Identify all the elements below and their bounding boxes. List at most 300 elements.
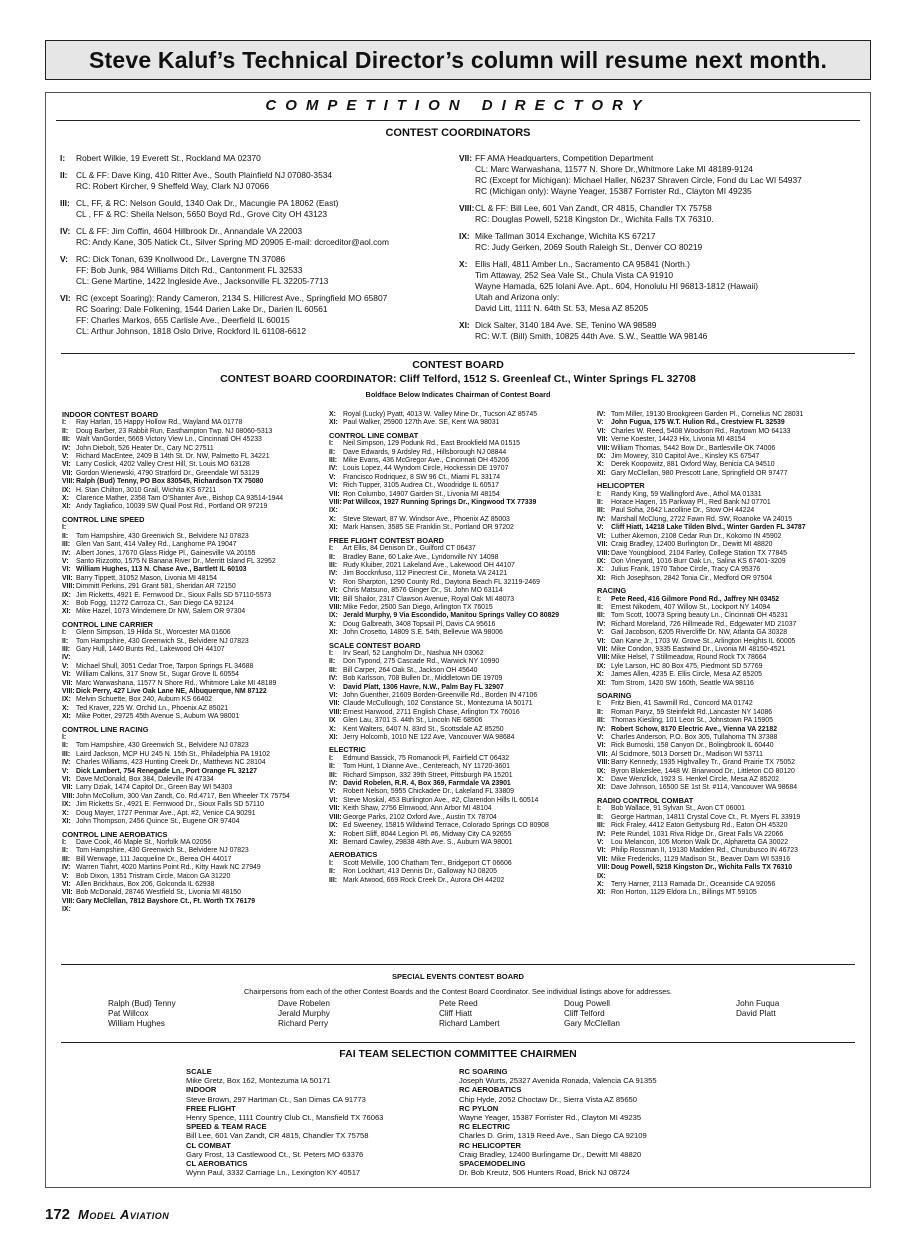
board-member-row (597, 742, 869, 750)
board-section-title: ELECTRIC (329, 745, 366, 755)
special-member-name: William Hughes (108, 1019, 165, 1028)
region-number: XI: (597, 784, 606, 792)
region-number: VIII: (459, 203, 475, 213)
board-member-row (62, 575, 330, 583)
board-member-row (329, 831, 599, 839)
region-number: I: (597, 700, 602, 708)
region-number: II: (597, 708, 604, 716)
member-entry: Mike Hazel, 1073 Windemere Dr NW, Salem OR 97304 (76, 608, 246, 616)
member-entry: Dave Edwards, 9 Ardsley Rd., Hillsborough NJ 08844 (343, 448, 507, 456)
region-number: V: (597, 734, 604, 742)
board-member-row (597, 524, 869, 532)
member-entry: Philip Rossman II, 19130 Madden Rd., Churubusco IN 46723 (611, 847, 798, 855)
fai-category: RC AEROBATICS (459, 1085, 522, 1095)
region-number: IX: (597, 557, 606, 565)
member-entry: Ray Harlan, 15 Happy Hollow Rd., Wayland MA 01778 (76, 419, 243, 427)
fai-chairman: Steve Brown, 297 Hartman Ct., San Dimas CA 91773 (186, 1094, 366, 1104)
coordinator-region (459, 203, 869, 225)
board-member-row (597, 575, 869, 583)
coordinator-line: RC (except Soaring): Randy Cameron, 2134 S. Hillcrest Ave., Springfield MO 65807 (76, 293, 388, 303)
member-entry: Lyle Larson, HC 80 Box 475, Piedmont SD 57769 (611, 662, 763, 670)
member-entry: Cliff Hiatt, 14218 Lake Tilden Blvd., Winter Garden FL 34787 (611, 524, 806, 532)
region-number: II: (62, 847, 69, 855)
board-member-row (597, 428, 869, 436)
board-member-row (597, 541, 869, 549)
member-entry: Charles Williams, 423 Hunting Creek Dr., Matthews NC 28104 (76, 759, 266, 767)
member-entry: Ed Sweeney, 15815 Wildwind Terrace, Colorado Springs CO 80908 (343, 822, 549, 830)
board-section-title: FREE FLIGHT CONTEST BOARD (329, 535, 444, 545)
board-member-row (62, 600, 330, 608)
member-entry: Derek Koopowitz, 881 Oxford Way, Benicia CA 94510 (611, 461, 775, 469)
member-entry: George Parks, 2102 Oxford Ave., Austin TX 78704 (343, 813, 497, 821)
board-member-row (597, 856, 869, 864)
board-member-row (62, 470, 330, 478)
competition-directory (45, 92, 871, 1188)
region-number: IV: (62, 654, 71, 662)
coordinator-line: David Litt, 1111 N. 64th St. 53, Mesa AZ 85205 (475, 303, 649, 313)
special-member-name: Jerald Murphy (278, 1009, 330, 1018)
board-section-title: CONTROL LINE COMBAT (329, 430, 419, 440)
coordinator-line: CL , FF & RC: Sheila Nelson, 5650 Boyd Rd., Grove City OH 43123 (76, 209, 328, 219)
region-number: V: (62, 872, 69, 880)
board-member-row (597, 558, 869, 566)
member-entry: William Calkins, 317 Snow St., Sugar Grove IL 60554 (76, 671, 239, 679)
region-number: VIII: (62, 897, 75, 905)
member-entry: John Guenther, 21609 Borden-Greenville Rd., Borden IN 47106 (343, 692, 538, 699)
region-number: XI: (62, 713, 71, 721)
member-entry: Pat Willcox, 1927 Running Springs Dr., Kingwood TX 77339 (343, 499, 537, 507)
member-entry: Ron Sharpton, 1290 County Rd., Daytona Beach FL 32119-2469 (343, 578, 540, 586)
fai-chairman: Charles D. Grim, 1319 Reed Ave., San Diego CA 92109 (459, 1131, 647, 1141)
board-member-row (62, 550, 330, 558)
member-entry: Steve Stewart, 87 W. Windsor Ave., Phoenix AZ 85003 (343, 515, 510, 523)
fai-category: RC ELECTRIC (459, 1122, 511, 1132)
board-member-row (597, 445, 869, 453)
member-entry: Larry Dziak, 1474 Capitol Dr., Green Bay WI 54303 (76, 784, 233, 792)
region-number: II: (329, 448, 336, 456)
member-entry: Dan Kane Jr., 1703 W. Grove St., Arlington Heights IL 60005 (611, 637, 796, 645)
board-section-title: SOARING (597, 691, 632, 700)
member-entry: Craig Bradley, 12400 Burlington Dr., Dewitt MI 48820 (611, 541, 773, 549)
fai-chairman: Chip Hyde, 2052 Choctaw Dr., Sierra Vista AZ 85650 (459, 1094, 637, 1104)
region-number: VII: (597, 750, 608, 758)
region-number: VII: (62, 784, 73, 792)
board-member-row (597, 709, 869, 717)
member-entry: Richard Moreland, 726 Hillmeade Rd., Edgewater MD 21037 (611, 620, 797, 628)
board-member-row (597, 847, 869, 855)
board-member-row (597, 516, 869, 524)
member-entry: Tom Hampshire, 430 Greenwich St., Belvidere NJ 07823 (76, 742, 249, 750)
region-number: VII: (62, 469, 73, 477)
region-number: VIII: (329, 603, 342, 611)
fai-category: SPEED & TEAM RACE (186, 1122, 267, 1132)
board-member-row (329, 465, 599, 473)
board-member-row (329, 780, 599, 788)
member-entry: Bob Fogg, 11272 Carroza Ct., San Diego CA 92124 (76, 599, 234, 607)
member-entry: Claude McCullough, 102 Constance St., Montezuma IA 50171 (343, 700, 533, 708)
board-member-row (62, 801, 330, 809)
region-number: I: (62, 734, 67, 742)
region-number: I: (329, 545, 334, 553)
fai-chairman: Gary Frost, 13 Castlewood Ct., St. Peters MO 63376 (186, 1149, 364, 1159)
region-number: IV: (597, 725, 606, 733)
fai-category: CL COMBAT (186, 1140, 231, 1150)
member-entry: Robert Schow, 8170 Electric Ave., Vienna VA 22182 (611, 725, 778, 733)
board-member-row (329, 726, 599, 734)
member-entry: William Hughes, 113 N. Chase Ave., Bartlett IL 60103 (76, 566, 247, 574)
member-entry: Marshall McClung, 2722 Fawn Rd. SW, Roanoke VA 24015 (611, 515, 793, 523)
member-entry: Mark Atwood, 669 Rock Creek Dr., Aurora OH 44202 (343, 876, 505, 884)
member-entry: Art Ellis, 84 Denison Dr., Guilford CT 06437 (343, 545, 476, 553)
coordinator-line: CL: Gene Martine, 1422 Ingleside Ave., Jacksonville FL 32205-7713 (76, 276, 329, 286)
member-entry: Neil Simpson, 129 Podunk Rd., East Brookfield MA 01515 (343, 440, 520, 448)
board-section-title: CONTROL LINE RACING (62, 724, 149, 734)
region-number: VIII: (329, 708, 342, 716)
region-number: VIII: (597, 759, 610, 767)
board-member-row (329, 755, 599, 763)
board-member-row (597, 533, 869, 541)
region-number: III: (62, 855, 71, 863)
region-number: VIII: (62, 688, 75, 695)
divider (61, 1042, 855, 1043)
region-number: VI: (62, 880, 71, 888)
coordinator-line: CL & FF: Bill Lee, 601 Van Zandt, CR 4815, Chandler TX 75758 (475, 203, 712, 213)
region-number: IV: (329, 465, 338, 473)
member-entry: David Robelen, R.R. 4, Box 369, Farmdale VA 23901 (343, 780, 511, 788)
board-member-row (62, 768, 330, 776)
special-member-name: Cliff Telford (564, 1009, 605, 1018)
board-member-row (597, 629, 869, 637)
region-number: VIII: (329, 499, 342, 507)
member-entry: Jim Ricketts, 4921 E. Fernwood Dr., Sioux Falls SD 57110-5573 (76, 591, 272, 599)
member-entry: John Fugua, 175 W.T. Hulion Rd., Crestview FL 32539 (611, 419, 785, 427)
coordinator-region (60, 254, 450, 287)
member-entry: Bernard Cawley, 29838 48th Ave. S., Auburn WA 98001 (343, 838, 513, 846)
region-number: III: (597, 612, 606, 620)
board-member-row (62, 453, 330, 461)
board-member-row (329, 650, 599, 658)
board-member-row (597, 663, 869, 671)
board-member-row (62, 839, 330, 847)
region-number: II: (597, 813, 604, 821)
member-entry: Melvin Schuette, Box 240, Auburn KS 66402 (76, 696, 212, 704)
coordinator-line: FF AMA Headquarters, Competition Department (475, 153, 654, 163)
member-entry: Dick Perry, 427 Live Oak Lane NE, Albuquerque, NM 87122 (76, 688, 267, 695)
region-number: I: (329, 859, 334, 867)
member-entry: Ron Lockhart, 413 Dennis Dr., Galloway NJ 08205 (343, 868, 497, 876)
region-number: XI: (597, 574, 606, 582)
board-member-row (62, 873, 330, 881)
member-entry: Rick Burnoski, 158 Canyon Dr., Bolingbrook IL 60440 (611, 742, 774, 750)
board-member-row (62, 487, 330, 495)
region-number: IV: (62, 864, 71, 872)
region-number: II: (62, 532, 69, 540)
board-member-row (329, 587, 599, 595)
region-number: VIII: (597, 654, 610, 662)
region-number: III: (329, 457, 338, 465)
region-entries (475, 259, 758, 314)
divider (61, 353, 855, 354)
member-entry: Glen Van Sant, 414 Valley Rd., Langhorne PA 19047 (76, 541, 237, 549)
board-member-row (329, 877, 599, 885)
member-entry: Tom Hampshire, 430 Greenwich St., Belvidere NJ 07823 (76, 532, 249, 540)
board-section-title: INDOOR CONTEST BOARD (62, 410, 159, 419)
member-entry: Steve Moskal, 453 Burlington Ave., #2, Clarendon Hills IL 60514 (343, 796, 539, 804)
member-entry: Robert Sliff, 8044 Legion Pl. #6, Midway City CA 92655 (343, 830, 512, 838)
member-entry: Bill Werwage, 111 Jacqueline Dr., Berea OH 44017 (76, 855, 232, 863)
region-number: IX (329, 717, 336, 725)
board-member-row (62, 713, 330, 721)
board-member-row (62, 705, 330, 713)
member-entry: Albert Jones, 17670 Glass Ridge Pl., Gainesville VA 20155 (76, 549, 256, 557)
member-entry: Jim Ricketts Sr., 4921 E. Fernwood Dr., Sioux Falls SD 57110 (76, 801, 264, 809)
coordinators-heading: CONTEST COORDINATORS (385, 127, 531, 139)
region-number: V: (62, 662, 69, 670)
board-member-row (62, 524, 330, 532)
board-member-row (329, 419, 599, 427)
coordinator-line: CL: Marc Warwashana, 11577 N. Shore Dr.,Whitmore Lake MI 48189-9124 (475, 164, 753, 174)
contest-board-coordinator: CONTEST BOARD COORDINATOR: Cliff Telford, 1512 S. Greenleaf Ct., Winter Springs FL 32708 (220, 373, 696, 385)
board-member-row (597, 566, 869, 574)
special-names-column (108, 999, 176, 1029)
region-number: XI: (597, 679, 606, 687)
region-number: VIII: (329, 813, 342, 821)
board-member-row (597, 419, 869, 427)
member-entry: Allen Brickhaus, Box 206, Golconda IL 62938 (76, 880, 215, 888)
member-entry: John Thompson, 2456 Quince St., Eugene OR 97404 (76, 818, 240, 826)
region-number: IV: (597, 830, 606, 838)
fai-chairman: Dr. Bob Kreutz, 506 Hunters Road, Brick NJ 08724 (459, 1168, 630, 1178)
member-entry: Laird Jackson, MCP HU 245 N. 15th St., Philadelphia PA 19102 (76, 750, 270, 758)
board-member-row (329, 596, 599, 604)
region-number: VII: (329, 805, 340, 813)
region-number: XI: (329, 838, 338, 846)
region-number: II: (62, 427, 69, 435)
directory-title: COMPETITION DIRECTORY (265, 97, 651, 114)
region-number: IX: (62, 801, 71, 809)
region-entries (475, 320, 707, 342)
region-number: V: (597, 419, 604, 427)
region-number: IX: (62, 591, 71, 599)
region-number: VIII: (62, 792, 75, 800)
region-number: III: (329, 771, 338, 779)
member-entry: Dave Youngblood, 2104 Farley, College Station TX 77845 (611, 549, 787, 557)
board-member-row (597, 784, 869, 792)
board-member-row (597, 751, 869, 759)
board-member-row (329, 805, 599, 813)
member-entry: Bob Wallace, 91 Sylvan St., Avon CT 06001 (611, 805, 745, 813)
fai-category: RC HELICOPTER (459, 1140, 522, 1150)
region-number: VI: (62, 566, 71, 574)
region-number: IX: (597, 662, 606, 670)
board-member-row (597, 814, 869, 822)
board-member-row (597, 654, 869, 662)
region-number: IV: (329, 780, 338, 788)
board-member-row (329, 570, 599, 578)
member-entry: Mike Fedor, 2500 San Diego, Arlington TX 76015 (343, 603, 493, 611)
board-member-row (329, 474, 599, 482)
board-member-row (62, 503, 330, 511)
region-number: VII: (597, 855, 608, 863)
region-number: X: (597, 880, 604, 888)
coordinator-line: Dick Salter, 3140 184 Ave. SE, Tenino WA 98589 (475, 320, 657, 330)
region-number: IV: (62, 759, 71, 767)
coordinator-line: RC: Dick Tonan, 639 Knollwood Dr., Lavergne TN 37086 (76, 254, 286, 264)
member-entry: Ted Kraver, 225 W. Orchid Ln., Phoenix AZ 85021 (76, 704, 229, 712)
board-member-row (597, 776, 869, 784)
coordinators-left-column (60, 153, 450, 343)
board-member-row (597, 759, 869, 767)
member-entry: Doug Powell, 5218 Kingston Dr., Wichita Falls TX 76310 (611, 864, 793, 872)
board-member-row (329, 491, 599, 499)
region-number: VI: (60, 293, 71, 303)
region-number: X: (329, 620, 336, 628)
region-number: II: (329, 553, 336, 561)
board-member-row (329, 822, 599, 830)
region-number: II: (62, 637, 69, 645)
region-number: III: (597, 507, 606, 515)
board-member-row (329, 411, 599, 419)
member-entry: Edmund Bassick, 75 Romanock Pl, Fairfield CT 06432 (343, 754, 510, 762)
region-number: II: (597, 499, 604, 507)
member-entry: Ernest Nikodem, 407 Willow St., Lockport NY 14094 (611, 603, 771, 611)
region-entries (76, 170, 332, 192)
fai-left-column (186, 1067, 456, 1177)
board-member-row (329, 709, 599, 717)
member-entry: Dave McDonald, Box 384, Daleville IN 47334 (76, 776, 214, 784)
special-member-name: Ralph (Bud) Tenny (108, 999, 176, 1008)
region-number: V: (329, 578, 336, 586)
member-entry: Charles Anderson, P.O. Box 305, Tullahoma TN 37388 (611, 734, 778, 742)
board-member-row (329, 772, 599, 780)
region-number: X: (62, 809, 69, 817)
region-number: VII: (597, 541, 608, 549)
board-member-row (329, 516, 599, 524)
member-entry: Gordon Wienewski, 4790 Stratford Dr., Greendale WI 53129 (76, 469, 260, 477)
member-entry: Paul Soha, 2642 Lacolline Dr., Stow OH 44224 (611, 507, 755, 515)
member-entry: Tom Strom, 1420 SW 160th, Seattle WA 98116 (611, 679, 754, 687)
member-entry: Warren Tiahrt, 4020 Martins Point Rd., Kitty Hawk NC 27949 (76, 864, 261, 872)
coordinators-right-column (459, 153, 869, 348)
member-entry: Tom Hampshire, 430 Greenwich St., Belvidere NJ 07823 (76, 637, 249, 645)
region-number: VII: (597, 645, 608, 653)
divider (56, 120, 860, 121)
board-member-row (62, 646, 330, 654)
member-entry: Jim Mowrey, 310 Capitol Ave., Kinsley KS 67547 (611, 453, 760, 461)
region-number: VI: (329, 692, 338, 699)
region-number: III: (597, 717, 606, 725)
region-number: V: (329, 473, 336, 481)
member-entry: Verne Koester, 14423 Hix, Livonia MI 48154 (611, 436, 746, 444)
region-number: IV: (60, 226, 71, 236)
region-number: V: (329, 683, 336, 691)
board-member-row (597, 470, 869, 478)
region-number: V: (597, 838, 604, 846)
coordinator-line: CL: Arthur Johnson, 1818 Oslo Drive, Rockford IL 61108-6612 (76, 326, 306, 336)
coordinator-region (60, 198, 450, 220)
region-number: IX: (62, 696, 71, 704)
region-number: I: (62, 838, 67, 846)
board-member-row (62, 688, 330, 696)
coordinator-line: RC: Andy Kane, 305 Natick Ct., Silver Spring MD 20905 E-mail: dcrceditor@aol.com (76, 237, 389, 247)
board-member-row (62, 541, 330, 549)
region-number: VI: (329, 482, 338, 490)
board-member-row (597, 822, 869, 830)
board-section-title: RACING (597, 586, 627, 596)
region-number: XI: (329, 734, 338, 742)
member-entry: Jerald Murphy, 9 Via Escondido, Manitou Springs Valley CO 80829 (343, 612, 560, 620)
region-number: VII: (329, 490, 340, 498)
board-member-row (329, 839, 599, 847)
board-member-row (597, 638, 869, 646)
board-member-row (62, 818, 330, 826)
member-entry: Bob Dixon, 1351 Tristram Circle, Macon GA 31220 (76, 872, 231, 880)
region-number: IX: (329, 507, 338, 515)
region-number: IX: (597, 767, 606, 775)
region-number: IV: (597, 515, 606, 523)
board-member-row (597, 646, 869, 654)
column-notice-banner: Steve Kaluf’s Technical Director’s column will resume next month. (45, 40, 871, 80)
member-entry: Roman Paryz, 59 Steinfeldt Rd.,Lancaster NY 14086 (611, 708, 773, 716)
board-member-row (62, 445, 330, 453)
coordinator-line: Utah and Arizona only: (475, 292, 560, 302)
region-number: XI: (597, 469, 606, 477)
member-entry: Gary McClellan, 7812 Bayshore Ct., Ft. Worth TX 76179 (76, 897, 256, 905)
member-entry: Tom Miller, 19130 Brookgreen Garden Pl., Cornelius NC 28031 (611, 411, 804, 418)
member-entry: William Thomas, 5442 Bow Dr., Bartlesville OK 74006 (611, 444, 776, 452)
fai-category: INDOOR (186, 1085, 217, 1095)
region-number: I: (329, 649, 334, 657)
region-number: IX: (459, 231, 470, 241)
member-entry: Bob McDonald, 28746 Westfield St., Livonia MI 48150 (76, 889, 241, 897)
board-member-row (62, 428, 330, 436)
member-entry: Kent Walters, 6407 N. 83rd St., Scottsdale AZ 85250 (343, 725, 504, 733)
member-entry: Bill Shailor, 2317 Clawson Avenue, Royal Oak MI 48073 (343, 595, 515, 603)
member-entry: Ernest Harwood, 2711 English Chase, Arlington TX 76016 (343, 708, 520, 716)
region-entries (76, 153, 261, 164)
member-entry: Scott Melville, 100 Chatham Terr., Bridgeport CT 06606 (343, 859, 512, 867)
member-entry: Julius Frank, 1970 Tahoe Circle, Tracy CA 95376 (611, 566, 761, 574)
member-entry: Ralph (Bud) Tenny, PO Box 830545, Richardson TX 75080 (76, 478, 264, 486)
board-member-row (597, 680, 869, 688)
member-entry: Rudy Kluiber, 2021 Lakeland Ave., Lakewood OH 44107 (343, 561, 515, 569)
fai-chairman: Bill Lee, 601 Van Zandt, CR 4815, Chandler TX 75758 (186, 1131, 369, 1141)
region-entries (76, 226, 389, 248)
board-member-row (597, 717, 869, 725)
region-entries (76, 198, 338, 220)
coordinator-region (459, 231, 869, 253)
member-entry: Bill Carper, 264 Oak St., Jackson OH 45640 (343, 666, 478, 674)
board-member-row (329, 604, 599, 612)
board-member-row (597, 491, 869, 499)
fai-category: SCALE (186, 1067, 212, 1076)
member-entry: Mike Condon, 9335 Eastwind Dr., Livonia MI 48150-4521 (611, 645, 786, 653)
board-member-row (329, 788, 599, 796)
region-number: VIII: (62, 583, 75, 591)
coordinator-line: RC (Except for Michigan): Michael Haller, N6237 Shraven Circle, Fond du Lac WI 54937 (475, 175, 802, 185)
boldface-note: Boldface Below Indicates Chairman of Contest Board (365, 390, 551, 399)
region-number: V: (60, 254, 68, 264)
region-number: III: (60, 198, 70, 208)
member-entry: Royal (Lucky) Pyatt, 4013 W. Valley Mine Dr., Tucson AZ 85745 (343, 411, 538, 418)
region-number: VI: (62, 671, 71, 679)
board-member-row (62, 654, 330, 662)
coordinator-line: CL, FF, & RC: Nelson Gould, 1340 Oak Dr., Macungie PA 18062 (East) (76, 198, 339, 208)
board-member-row (329, 545, 599, 553)
region-number: X: (329, 515, 336, 523)
member-entry: Walt VanGorder, 5669 Victory View Ln., Cincinnati OH 45233 (76, 436, 262, 444)
board-member-row (329, 482, 599, 490)
